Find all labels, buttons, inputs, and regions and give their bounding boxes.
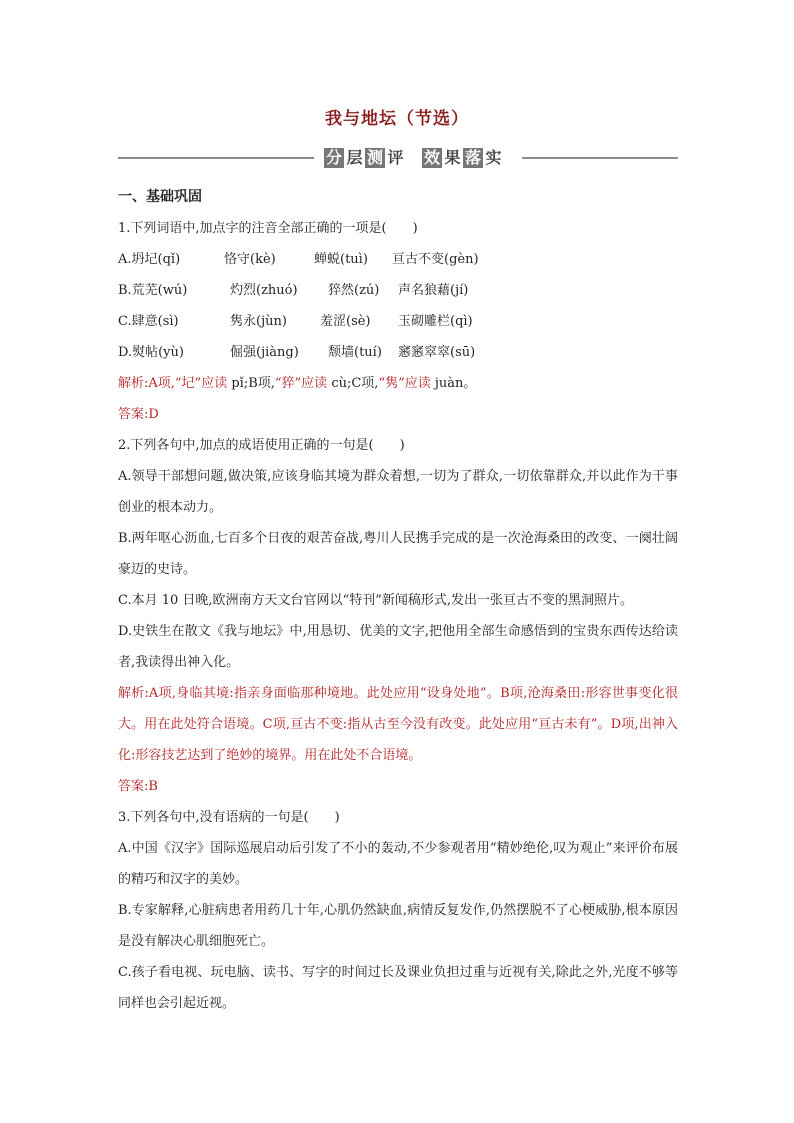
question-1-option-c: C.肆意(sì) 隽永(jùn) 羞涩(sè) 玉砌雕栏(qì): [118, 314, 473, 329]
document-title: 我与地坛（节选）: [325, 109, 469, 129]
banner-rule-right: [522, 157, 678, 159]
question-1-option-a: A.坍圮(qǐ) 恪守(kè) 蝉蜕(tuì) 亘古不变(gèn): [118, 252, 479, 267]
question-1-analysis: 解析:A项,“圮”应读 pǐ;B项,“猝”应读 cù;C项,“隽”应读 juàn。: [118, 376, 477, 391]
question-3-option-c: C.孩子看电视、玩电脑、读书、写字的时间过长及课业负担过重与近视有关,除此之外,光度不够等同样也会引起近视。: [118, 965, 678, 1011]
banner-char: 测: [366, 148, 383, 167]
question-1-option-b: B.荒芜(wú) 灼烈(zhuó) 猝然(zú) 声名狼藉(jí): [118, 283, 469, 298]
banner-char: 效: [423, 148, 440, 167]
question-2-stem: 2.下列各句中,加点的成语使用正确的一句是( ): [118, 438, 405, 453]
question-1-option-d: D.熨帖(yù) 倔强(jiàng) 颓墙(tuí) 窸窸窣窣(sū): [118, 345, 476, 360]
question-2-option-b: B.两年呕心沥血,七百多个日夜的艰苦奋战,粤川人民携手完成的是一次沧海桑田的改变、一阕壮阔豪迈的史诗。: [118, 531, 678, 577]
question-2-answer: 答案:B: [118, 779, 158, 794]
question-1-answer: 答案:D: [118, 407, 159, 422]
banner-char: 分: [325, 148, 342, 167]
banner-char: 层: [346, 148, 363, 167]
section-banner: [118, 146, 678, 170]
question-2-option-c: C.本月 10 日晚,欧洲南方天文台官网以“特刊”新闻稿形式,发出一张亘古不变的黑洞照片。: [118, 593, 633, 608]
question-2-option-a: A.领导干部想问题,做决策,应该身临其境为群众着想,一切为了群众,一切依靠群众,并以此作为干事创业的根本动力。: [118, 469, 678, 515]
question-2-option-d: D.史铁生在散文《我与地坛》中,用恳切、优美的文字,把他用全部生命感悟到的宝贵东西传达给读者,我读得出神入化。: [118, 624, 678, 670]
banner-char: 果: [444, 148, 461, 167]
question-2-analysis: 解析:A项,身临其境:指亲身面临那种境地。此处应用“设身处地”。B项,沧海桑田:形容世事变化很大。用在此处符合语境。C项,亘古不变:指从古至今没有改变。此处应用“亘古未有”。D项,出神入化:形容技艺达到了绝妙的境界。用在此处不合语境。: [118, 686, 679, 763]
banner-char: 实: [485, 148, 502, 167]
document-body: [118, 182, 678, 1019]
banner-text: [324, 146, 504, 170]
banner-char: 评: [387, 148, 404, 167]
banner-rule-left: [118, 157, 314, 159]
section-heading: 一、基础巩固: [118, 189, 202, 205]
banner-char: 落: [464, 148, 481, 167]
question-3-option-a: A.中国《汉字》国际巡展启动后引发了不小的轰动,不少参观者用“精妙绝伦,叹为观止”来评价布展的精巧和汉字的美妙。: [118, 841, 678, 887]
question-3-option-b: B.专家解释,心脏病患者用药几十年,心肌仍然缺血,病情反复发作,仍然摆脱不了心梗威胁,根本原因是没有解决心肌细胞死亡。: [118, 903, 678, 949]
question-1-stem: 1.下列词语中,加点字的注音全部正确的一项是( ): [118, 221, 418, 236]
question-3-stem: 3.下列各句中,没有语病的一句是( ): [118, 810, 340, 825]
